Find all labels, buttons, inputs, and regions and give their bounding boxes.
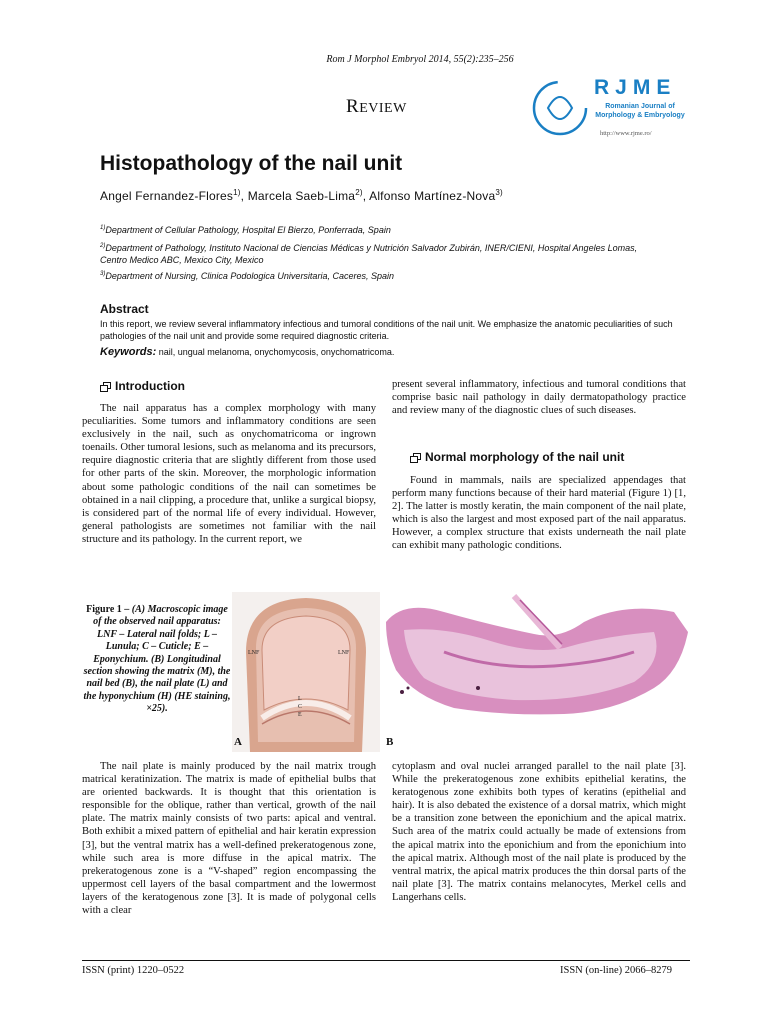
journal-citation: Rom J Morphol Embryol 2014, 55(2):235–256 <box>326 54 514 65</box>
figure-panel-b-label: B <box>386 736 394 748</box>
author-name: Alfonso Martínez-Nova <box>369 189 496 203</box>
affiliation-text: Department of Nursing, Clinica Podologica Universitaria, Caceres, Spain <box>105 271 394 281</box>
figure-label-eponychium: E <box>298 712 302 718</box>
intro-paragraph-continued <box>392 378 686 417</box>
author-affiliation-mark: 2) <box>355 188 363 197</box>
affiliation-text: Department of Pathology, Instituto Nacional de Ciencias Médicas y Nutrición Salvador Zubirán, INER/CIENI, Hospital Angeles Lomas, Centro Medico ABC, Mexico City, Mexico <box>100 243 638 265</box>
article-type-initial: R <box>346 96 360 117</box>
section-bullet-icon <box>100 382 109 391</box>
logo-url: http://www.rjme.ro/ <box>600 130 652 137</box>
article-title: Histopathology of the nail unit <box>100 152 403 175</box>
keywords-text: nail, ungual melanoma, onychomycosis, onychomatricoma. <box>158 347 395 357</box>
affiliation <box>100 240 640 266</box>
issn-online: ISSN (on-line) 2066–8279 <box>560 965 672 976</box>
intro-paragraph <box>82 402 376 546</box>
figure-label-lunula: L <box>298 696 302 702</box>
journal-logo <box>530 72 690 152</box>
section-heading-introduction <box>100 379 185 393</box>
figure-label-lnf-left: LNF <box>248 650 260 656</box>
paragraph-text: The nail apparatus has a complex morphology with many peculiarities. Some tumors and inflammatory conditions are seen exclusively in the nail, such as onychomatricoma or ingrown toenails. Other tumoral lesions, such as melanoma and its precursors, require diagnostic criteria that are slightly different from those used for other parts of the skin. Moreover, the morphologic information about some pathologic conditions of the nail can sometimes be obtained in a nail clipping, a procedure that, unlike a surgical biopsy, is considered part of the normal life of every individual. However, general pathologists are sometimes not familiar with the nail structure and its pathology. In the current report, we <box>82 403 376 545</box>
author-list: Angel Fernandez-Flores$^{1)}$, Marcela Saeb-Lima$^{2)}$, Alfonso Martínez-Nova$^{3)}$ <box>100 188 503 203</box>
abstract-heading: Abstract <box>100 302 149 316</box>
nail-photo-image <box>232 592 380 752</box>
keywords-label: Keywords: <box>100 346 157 358</box>
author-name: Marcela Saeb-Lima <box>247 189 356 203</box>
paragraph-text: present several inflammatory, infectious and tumoral conditions that comprise basic nail pathology in daily dermatopathology practice and review many of the diagnostic clues of such diseases. <box>392 379 686 417</box>
histology-section-image <box>384 592 690 752</box>
figure-label-cuticle: C <box>298 704 303 710</box>
section-bullet-icon <box>410 453 419 462</box>
affiliation-mark: 2) <box>100 243 106 249</box>
figure-panel-a-label: A <box>234 736 242 748</box>
affiliation <box>100 268 640 282</box>
logo-swirl-icon <box>530 78 590 138</box>
affiliation <box>100 222 640 236</box>
normal-morphology-paragraph <box>392 474 686 553</box>
issn-print: ISSN (print) 1220–0522 <box>82 965 185 976</box>
figure-label-lnf-right: LNF <box>338 650 350 656</box>
author-affiliation-mark: 3) <box>495 188 503 197</box>
paragraph-text: Found in mammals, nails are specialized appendages that perform many functions because of their hard material (Figure 1) [1, 2]. The latter is mostly keratin, the main component of the nail plate, which is also the largest and most exposed part of the nail apparatus. However, a complex structure that exists underneath the nail plate can exhibit many pathologic conditions. <box>392 475 686 552</box>
matrix-paragraph <box>82 760 376 917</box>
matrix-paragraph-continued <box>392 760 686 904</box>
abstract-text: In this report, we review several inflammatory infectious and tumoral conditions of the nail unit. We emphasize the anatomic peculiarities of such pathologies of the nail unit and provide some required diagnostic criteria. <box>100 319 673 341</box>
author-affiliation-mark: 1) <box>233 188 241 197</box>
logo-subtitle: Romanian Journal of Morphology & Embryology <box>595 103 685 119</box>
section-heading-normal-morphology <box>410 450 624 464</box>
keywords <box>100 346 394 358</box>
paragraph-text: cytoplasm and oval nuclei arranged parallel to the nail plate [3]. While the prekeratogenous zone exhibits epithelial keratins, the keratogenous zone exhibits both types of keratins (epithelial and hair). It is also debated the existence of a dorsal matrix, which might be a transition zone between the eponichium and the apical matrix. Such area of the matrix could actually be made of extensions from the apical matrix into the eponichium and from the eponichium into the apical matrix. Although most of the nail plate is produced by the ventral matrix, the apical matrix produces the thin dorsal parts of the nail plate [3]. The matrix contains melanocytes, Merkel cells and Langerhans cells. <box>392 761 686 903</box>
author-name: Angel Fernandez-Flores <box>100 189 234 203</box>
logo-letters: RJME <box>594 76 677 99</box>
section-heading-text: Introduction <box>115 379 185 393</box>
paragraph-text: The nail plate is mainly produced by the nail matrix trough matrical keratinization. The matrix is made of epithelial bulbs that are oriented backwards. It is thought that this orientation is responsible for the oblique, rather than vertical, growth of the nail plate. The matrix mainly consists of two parts: apical and ventral. Both exhibit a mixed pattern of epithelial and hair keratin expression [3], but the ventral matrix has a well-defined prekeratogenous zone, while such area is more diffuse in the apical matrix. The prekeratogenous zone is a “V-shaped” region encompassing the uppermost cell layers of the basal compartment and the lowermost layers of the keratogenous zone [3]. It is made of polygonal cells with a clear <box>82 761 376 917</box>
article-type-rest: EVIEW <box>359 101 407 116</box>
affiliation-mark: 1) <box>100 225 106 231</box>
figure-caption-text: (A) Macroscopic image of the observed nail apparatus: LNF – Lateral nail folds; L – Lunula; C – Cuticle; E – Eponychium. (B) Longitudinal section showing the matrix (M), the nail bed (B), the nail plate (L) and the hyponychium (H) (HE staining, ×25). <box>83 604 231 715</box>
figure-panel-a <box>232 592 380 752</box>
footer-divider <box>82 960 690 961</box>
figure-label: Figure 1 – <box>86 604 130 615</box>
figure-panel-b <box>384 592 690 752</box>
article-type-label <box>346 96 407 118</box>
figure-caption <box>82 604 232 716</box>
section-heading-text: Normal morphology of the nail unit <box>425 450 625 464</box>
affiliation-mark: 3) <box>100 271 106 277</box>
affiliation-text: Department of Cellular Pathology, Hospital El Bierzo, Ponferrada, Spain <box>105 225 391 235</box>
